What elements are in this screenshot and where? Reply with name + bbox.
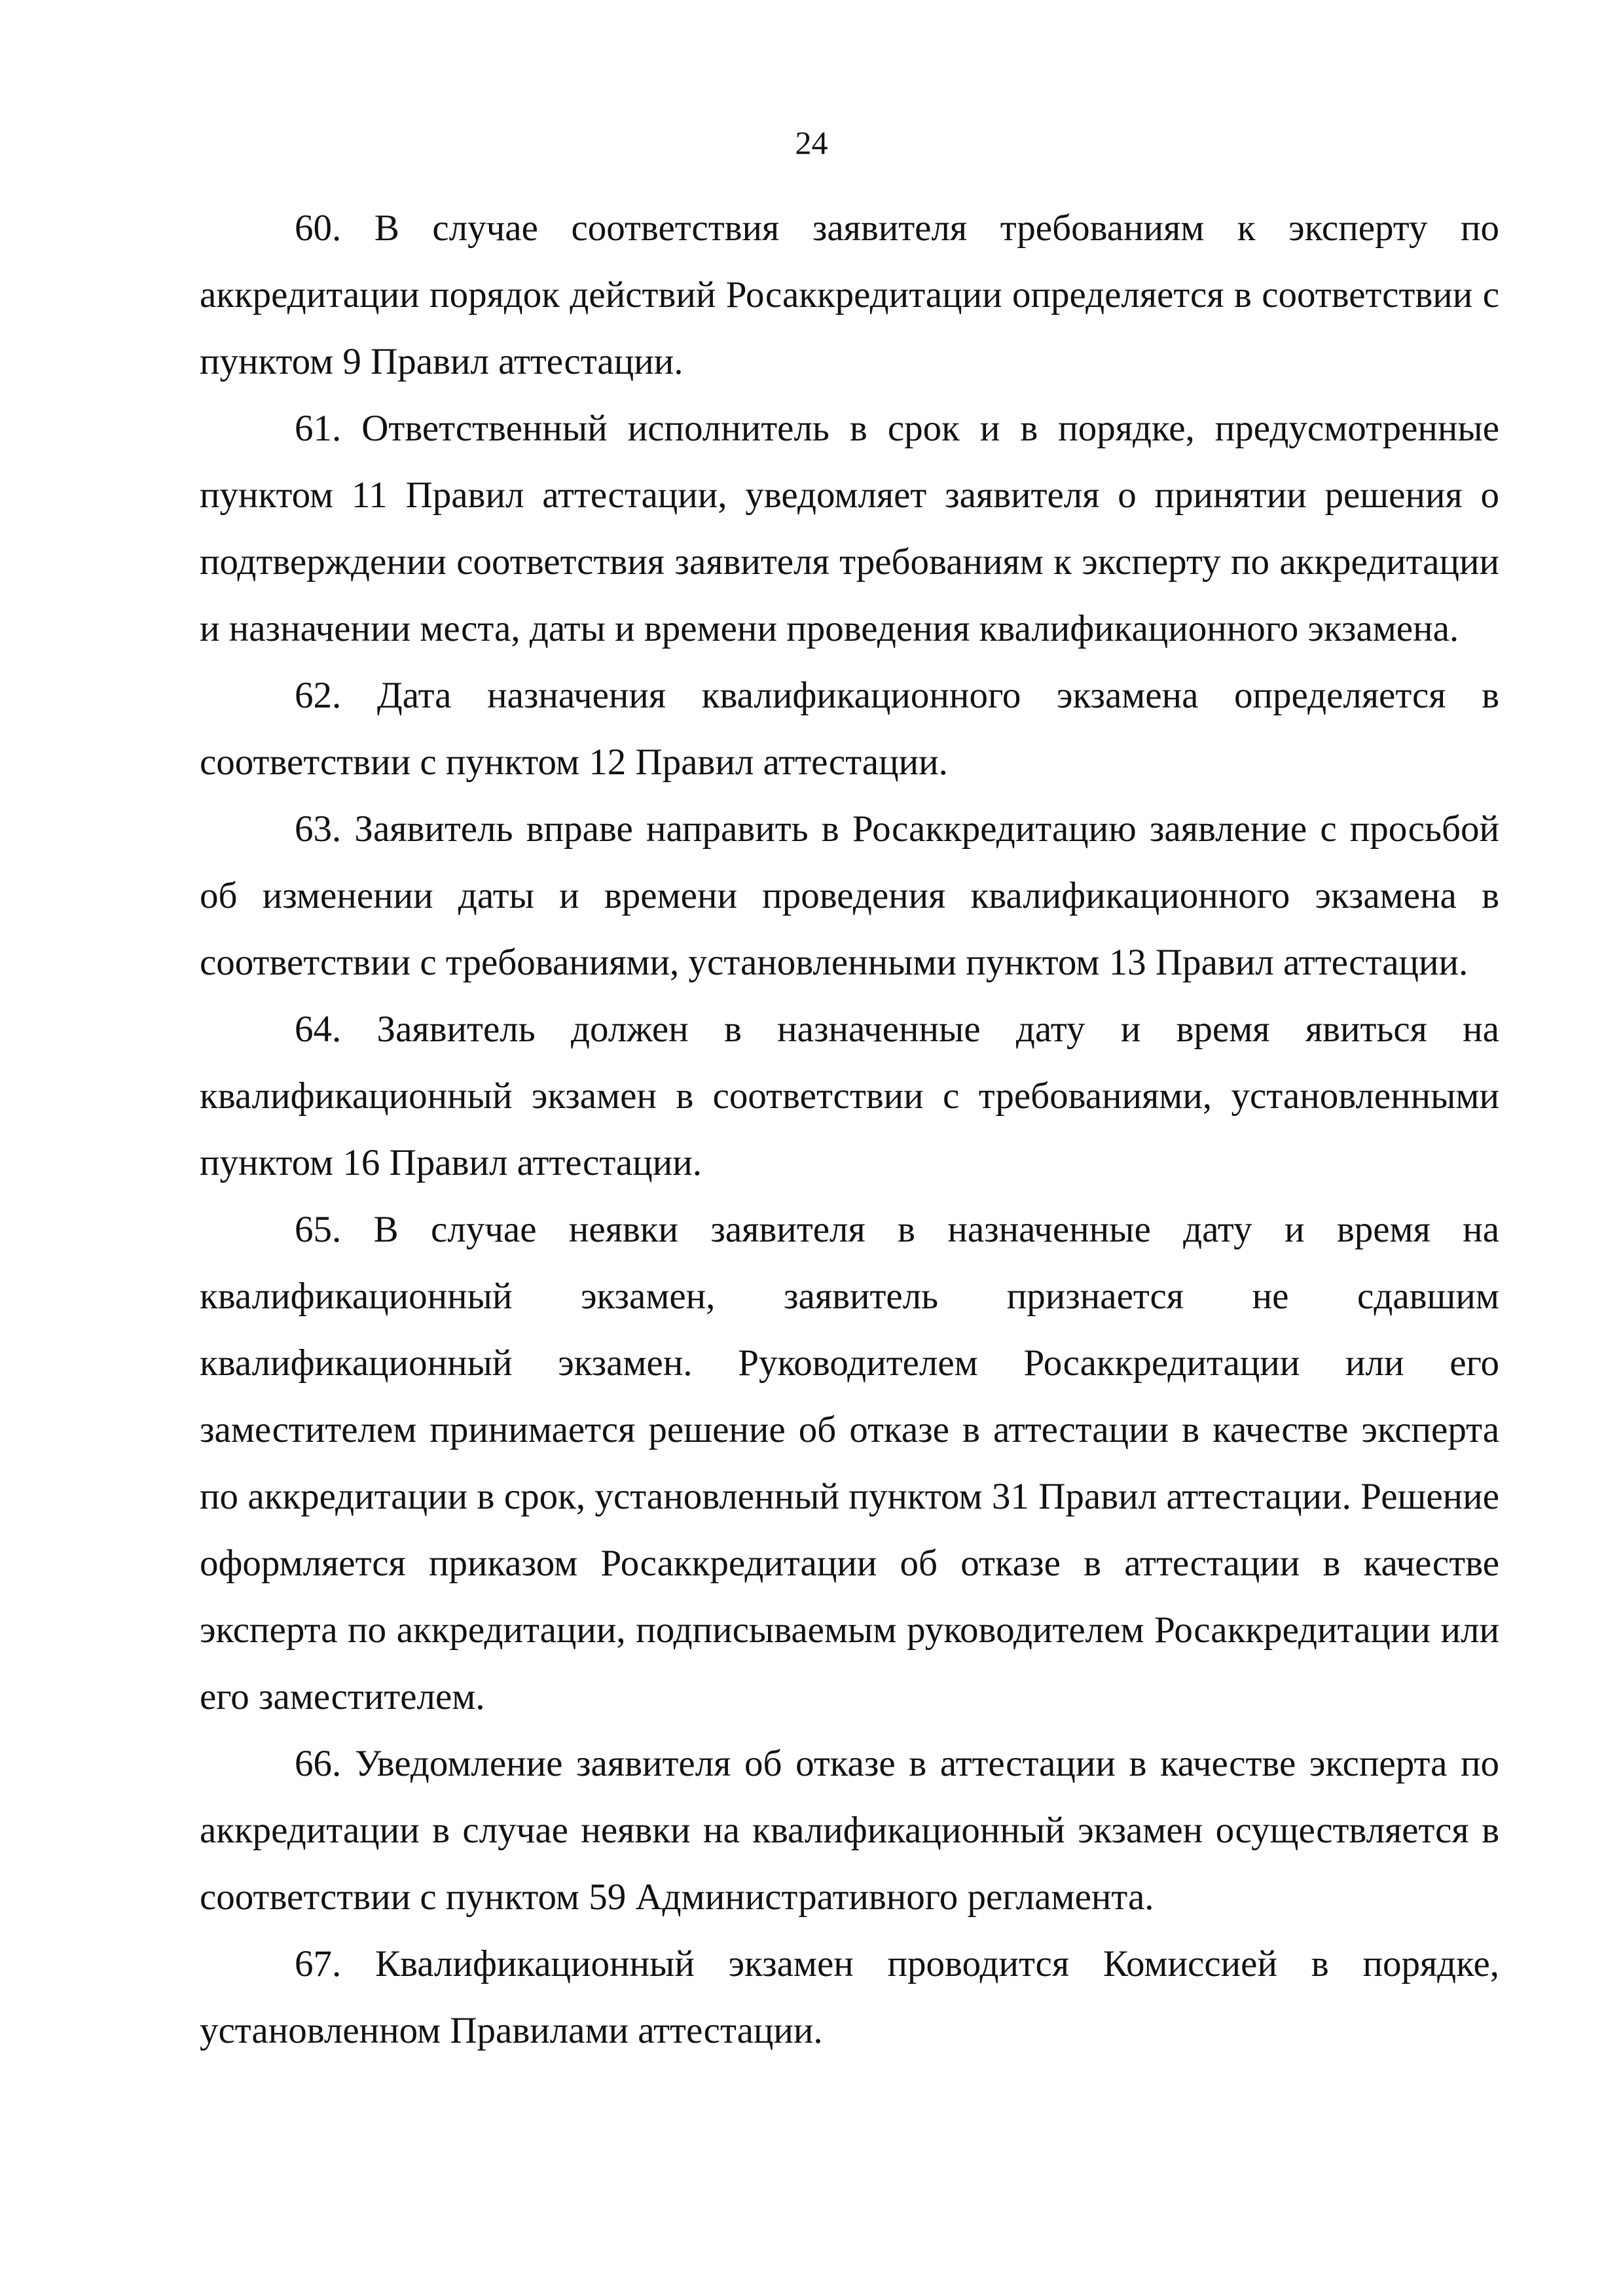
paragraph-63: 63. Заявитель вправе направить в Росаккредитацию заявление с просьбой об изменении даты и времени проведения квалификационного экзамена в соответствии с требованиями, установленными пунктом 13 Правил аттестации. (200, 808, 1499, 983)
page-number: 24 (795, 124, 828, 161)
paragraph-61: 61. Ответственный исполнитель в срок и в порядке, предусмотренные пунктом 11 Правил аттестации, уведомляет заявителя о принятии решения о подтверждении соответствия заявителя требованиям к эксперту по аккредитации и назначении места, даты и времени проведения квалификационного экзамена. (200, 408, 1499, 649)
document-body (200, 195, 1499, 2064)
paragraph-66: 66. Уведомление заявителя об отказе в аттестации в качестве эксперта по аккредитации в случае неявки на квалификационный экзамен осуществляется в соответствии с пунктом 59 Административного регламента. (200, 1743, 1499, 1918)
paragraph-62: 62. Дата назначения квалификационного экзамена определяется в соответствии с пунктом 12 Правил аттестации. (200, 675, 1499, 783)
paragraph-65: 65. В случае неявки заявителя в назначенные дату и время на квалификационный экзамен, заявитель признается не сдавшим квалификационный экзамен. Руководителем Росаккредитации или его заместителем принимается решение об отказе в аттестации в качестве эксперта по аккредитации в срок, установленный пунктом 31 Правил аттестации. Решение оформляется приказом Росаккредитации об отказе в аттестации в качестве эксперта по аккредитации, подписываемым руководителем Росаккредитации или его заместителем. (200, 1209, 1499, 1717)
paragraph-60: 60. В случае соответствия заявителя требованиям к эксперту по аккредитации порядок действий Росаккредитации определяется в соответствии с пунктом 9 Правил аттестации. (200, 207, 1499, 382)
paragraph-67: 67. Квалификационный экзамен проводится Комиссией в порядке, установленном Правилами аттестации. (200, 1943, 1499, 2051)
paragraph-64: 64. Заявитель должен в назначенные дату и время явиться на квалификационный экзамен в соответствии с требованиями, установленными пунктом 16 Правил аттестации. (200, 1009, 1499, 1183)
